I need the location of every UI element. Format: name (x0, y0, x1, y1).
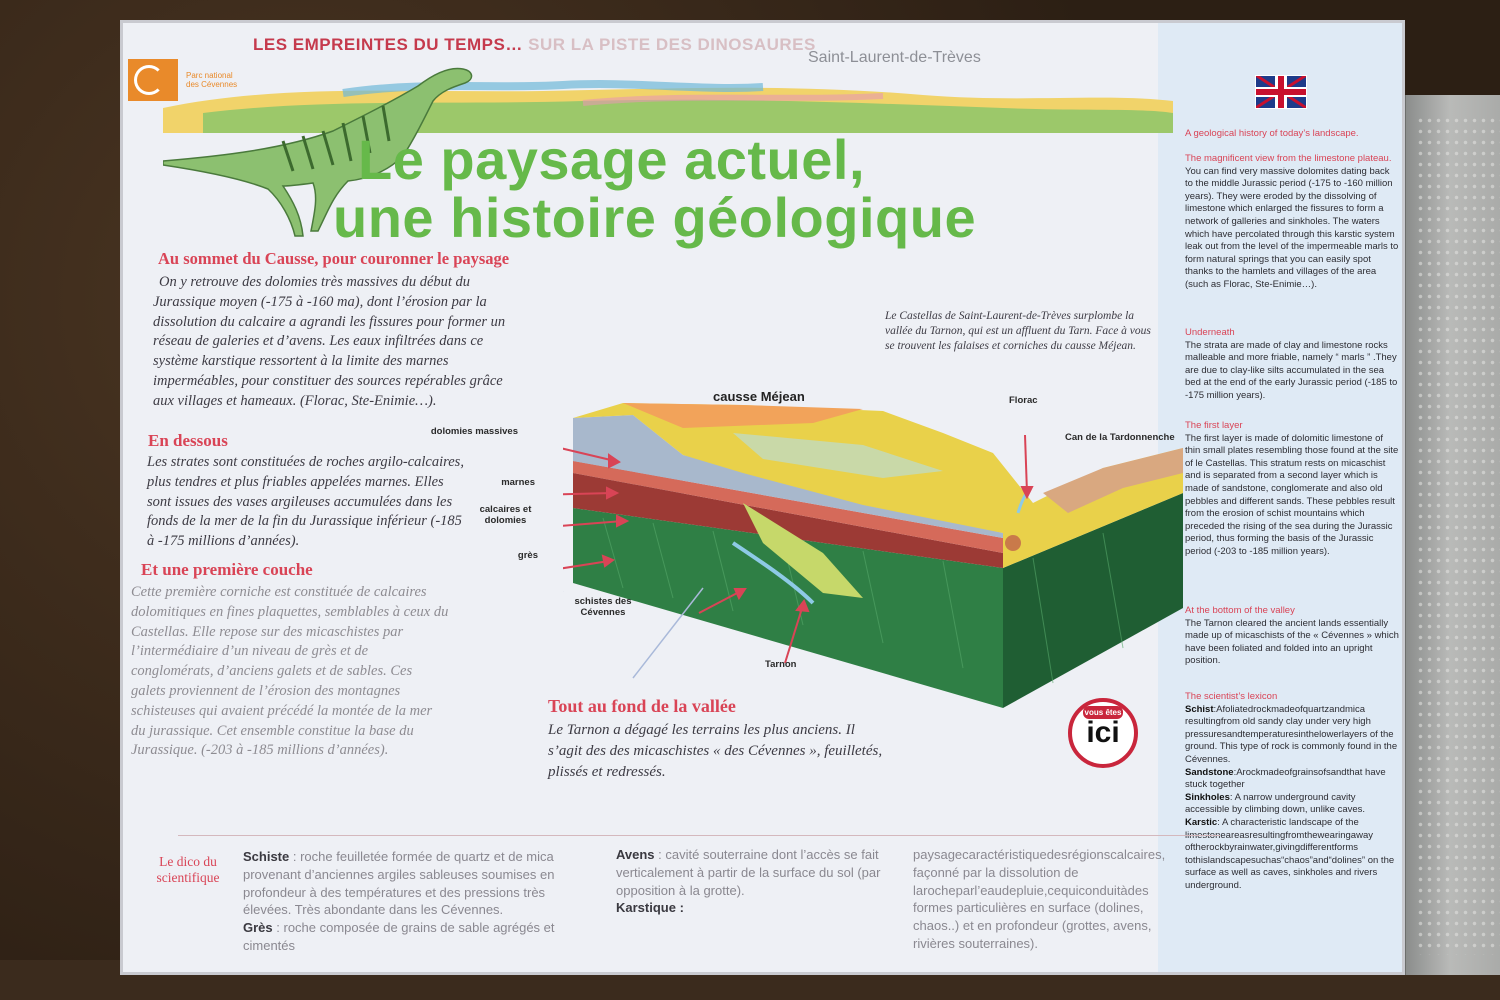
dico-col2: Avens : cavité souterraine dont l’accès se fait verticalement à partir de la surface du sol (par opposition à la grotte). Karstique : (616, 847, 881, 916)
en-section-valley: At the bottom of the valley The Tarnon cleared the ancient lands essentially made up of micaschists of the « Cévennes » which have been foliated and folded into an upright position. (1185, 605, 1399, 667)
logo-caption: Parc national des Cévennes (186, 71, 238, 89)
en-section-first-layer: The first layer The first layer is made of dolomitic limestone of thin small plates resembling those found at the site of le Castellas. This stratum rests on micaschist and is separated from a second layer which is made of sandstone, conglomerate and also old pebbles and different sands. These pebbles result from the erosion of schist mountains which preceded the rising of the sea during the Jurassic period, thus forming the basis of the Jurassic period (-203 to -185 million years). (1185, 420, 1399, 557)
ici-big-text: ici (1086, 716, 1120, 749)
fr-heading-dessous: En dessous (148, 431, 228, 450)
fr-heading-vallee: Tout au fond de la vallée (548, 696, 736, 716)
en-section-lexicon: The scientist’s lexicon Schist:Afoliatedrockmadeofquartzandmica resultingfrom old sandy clay under very high pressuresandtemperaturesinthelowerlayers of the ground. This type of rock is commonly found in the Cévennes. Sandstone:Arockmadeofgrainsofsandthat have stuck together Sinkholes: A narrow underground cavity accessible by climbing down, unlike caves. Karstic: A characteristic landscape of the limestoneareasresultingfromthewearingaway oftherockbyrainwater,givingdifferentforms tothislandscapesuchas“chaos”and“dolines” on the surface as well as caves, sinkholes and rivers underground. (1185, 691, 1398, 891)
info-panel (120, 20, 1405, 975)
label-marnes: marnes (501, 477, 535, 488)
en-section-underneath: Underneath The strata are made of clay and limestone rocks malleable and more friable, namely “ marls ” .They are due to clay-like silts accumulated in the sea bed at the end of the early Jurassic period (-185 to -175 million years). (1185, 327, 1398, 401)
label-calcaires: calcaires et dolomies (479, 504, 532, 526)
uk-flag-icon (1255, 75, 1307, 109)
label-gres: grès (517, 550, 538, 561)
fr-text-vallee: Le Tarnon a dégagé les terrains les plus anciens. Il s’agit des des micaschistes « des Cévennes », feuilletés, plissés et redressés. (548, 722, 883, 780)
castellas-caption: Le Castellas de Saint-Laurent-de-Trèves surplombe la vallée du Tarnon, qui est un affluent du Tarn. Face à vous se trouvent les falaises et corniches du causse Méjean. (885, 310, 1151, 352)
en-intro: A geological history of today’s landscape. (1185, 128, 1359, 139)
main-title (333, 128, 977, 249)
label-tarnon: Tarnon (765, 659, 797, 670)
main-title-line1: Le paysage actuel, (358, 128, 866, 191)
header-place: Saint-Laurent-de-Trèves (808, 49, 981, 66)
dico-box (156, 835, 1220, 966)
label-dolomies: dolomies massives (430, 426, 518, 437)
label-schistes: schistes des Cévennes (574, 596, 632, 618)
braille-plate (1402, 95, 1500, 975)
fr-text-summit: On y retrouve des dolomies très massives du début du Jurassique moyen (-175 à -160 ma), dont l’érosion par la dissolution du calcaire a agrandi les fissures pour former un réseau de galeries et d’avens. Les eaux infiltrées dans ce système karstique ressortent à la limite des marnes imperméables, pour constituer des sources repérables grâce aux villages et hameaux. (Florac, Ste-Enimie…). (153, 274, 506, 409)
main-title-line2: une histoire géologique (333, 186, 977, 249)
ici-small-text: vous êtes (1084, 708, 1122, 717)
fr-text-dessous: Les strates sont constituées de roches argilo-calcaires, plus tendres et plus friables appelées marnes. Elles sont issues des vases argileuses accumulées dans les fonds de la mer de la fin du Jurassique inférieur (-185 à -175 millions d’années). (147, 454, 464, 550)
en-section-view: The magnificent view from the limestone plateau. You can find very massive dolomites dating back to the middle Jurassic period (-175 to -160 million years). They were eroded by the dissolving of limestone which enlarged the fissures to form a network of galleries and sinkholes. The waters which have percolated through this karstic system leak out from the level of the impermeable marls to form natural springs that you can easily spot thanks to the hamlets and villages of the area (such as Florac, Ste-Enimie…). (1185, 153, 1399, 290)
fr-heading-couche: Et une première couche (141, 560, 313, 579)
you-are-here-badge (1068, 698, 1138, 768)
fr-heading-summit: Au sommet du Causse, pour couronner le paysage (158, 249, 510, 268)
header-title: LES EMPREINTES DU TEMPS… SUR LA PISTE DES DINOSAURES (253, 35, 816, 54)
dico-col3: paysagecaractéristiquedesrégionscalcaires, façonné par la dissolution de larocheparl’eaudepluie,cequiconduitàdes formes particulières en surface (dolines, chaos..) et en profondeur (grottes, avens, rivières souterraines). (913, 847, 1166, 951)
dico-label: Le dico du scientifique (156, 854, 220, 885)
label-tardonnenche: Can de la Tardonnenche (1065, 432, 1175, 443)
fr-text-couche: Cette première corniche est constituée de calcaires dolomitiques en fines plaquettes, semblables à ceux du Castellas. Elle repose sur des micaschistes par l’intermédiaire d’un niveau de grès et de conglomérats, d’anciens galets et de sables. Ces galets proviennent de l’érosion des montagnes schisteuses qui avaient précédé la montée de la mer du jurassique. Cet ensemble constitue la base du Jurassique. (-203 à -185 millions d’années). (131, 584, 449, 759)
dico-col1: Schiste : roche feuilletée formée de quartz et de mica provenant d’anciennes argiles sableuses soumises en profondeur à des températures et des pressions très élevées. Très abondante dans les Cévennes. Grès : roche composée de grains de sable agrégés et cimentés (243, 849, 555, 953)
label-florac: Florac (1009, 395, 1038, 406)
label-causse-mejean: causse Méjean (713, 389, 805, 404)
